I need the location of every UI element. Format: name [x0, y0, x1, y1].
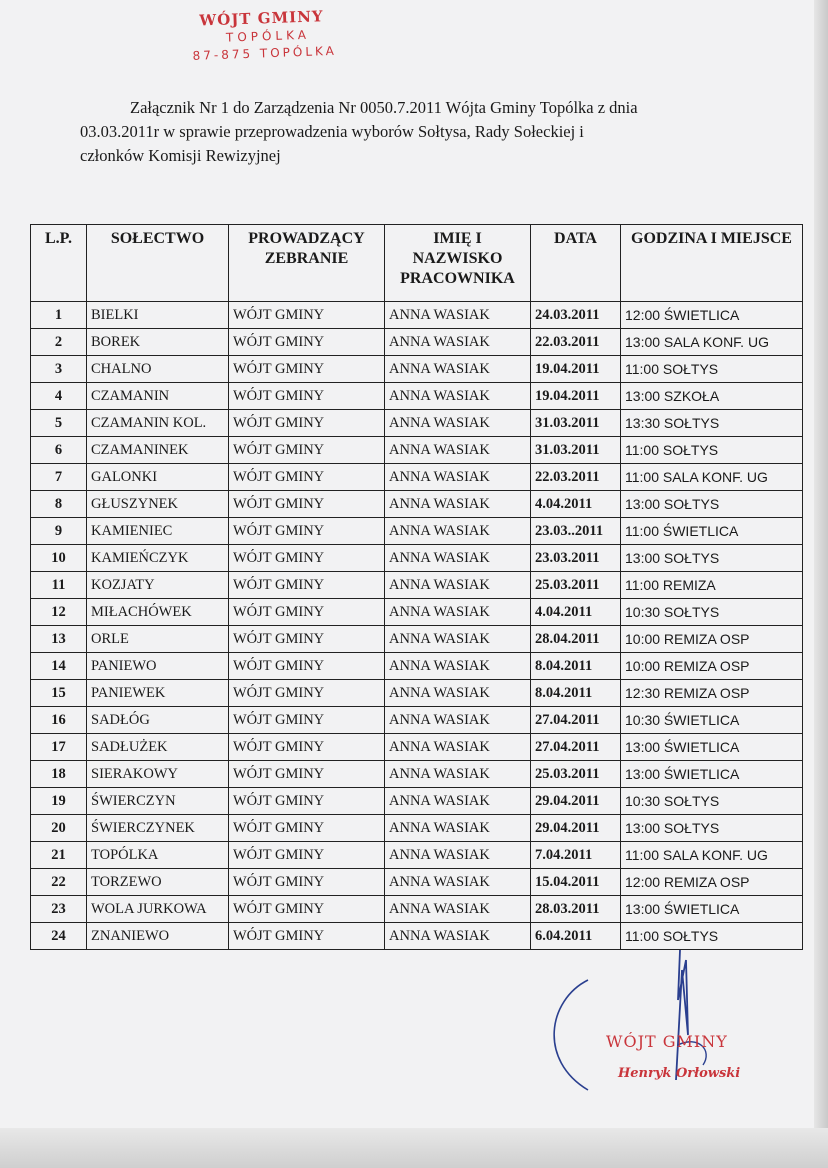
cell-miejsce: 10:00 REMIZA OSP [621, 653, 803, 680]
cell-pracownik: ANNA WASIAK [385, 464, 531, 491]
cell-pracownik: ANNA WASIAK [385, 842, 531, 869]
cell-pracownik: ANNA WASIAK [385, 680, 531, 707]
cell-data: 15.04.2011 [531, 869, 621, 896]
cell-pracownik: ANNA WASIAK [385, 788, 531, 815]
cell-pracownik: ANNA WASIAK [385, 707, 531, 734]
cell-prowadzacy: WÓJT GMINY [229, 896, 385, 923]
cell-lp: 20 [31, 815, 87, 842]
table-row [31, 491, 803, 518]
cell-pracownik: ANNA WASIAK [385, 734, 531, 761]
table-row [31, 356, 803, 383]
cell-prowadzacy: WÓJT GMINY [229, 329, 385, 356]
cell-prowadzacy: WÓJT GMINY [229, 383, 385, 410]
cell-solectwo: ŚWIERCZYNEK [87, 815, 229, 842]
cell-miejsce: 13:00 SOŁTYS [621, 491, 803, 518]
cell-solectwo: GALONKI [87, 464, 229, 491]
cell-data: 28.04.2011 [531, 626, 621, 653]
cell-data: 29.04.2011 [531, 815, 621, 842]
header-prowadzacy: PROWADZĄCY ZEBRANIE [229, 225, 385, 302]
cell-data: 23.03..2011 [531, 518, 621, 545]
cell-lp: 8 [31, 491, 87, 518]
table-row [31, 653, 803, 680]
cell-data: 22.03.2011 [531, 329, 621, 356]
cell-pracownik: ANNA WASIAK [385, 653, 531, 680]
cell-pracownik: ANNA WASIAK [385, 815, 531, 842]
cell-solectwo: CZAMANIN KOL. [87, 410, 229, 437]
cell-solectwo: CZAMANIN [87, 383, 229, 410]
cell-lp: 14 [31, 653, 87, 680]
cell-prowadzacy: WÓJT GMINY [229, 761, 385, 788]
table-row [31, 869, 803, 896]
cell-data: 25.03.2011 [531, 572, 621, 599]
cell-solectwo: KOZJATY [87, 572, 229, 599]
cell-solectwo: ZNANIEWO [87, 923, 229, 950]
signature-name: Henryk Orłowski [618, 1066, 741, 1081]
table-body [31, 302, 803, 950]
cell-lp: 5 [31, 410, 87, 437]
cell-lp: 18 [31, 761, 87, 788]
cell-pracownik: ANNA WASIAK [385, 410, 531, 437]
cell-prowadzacy: WÓJT GMINY [229, 815, 385, 842]
cell-data: 22.03.2011 [531, 464, 621, 491]
cell-prowadzacy: WÓJT GMINY [229, 545, 385, 572]
cell-miejsce: 13:00 SOŁTYS [621, 545, 803, 572]
cell-miejsce: 13:00 ŚWIETLICA [621, 761, 803, 788]
cell-solectwo: KAMIEŃCZYK [87, 545, 229, 572]
table-row [31, 626, 803, 653]
cell-data: 25.03.2011 [531, 761, 621, 788]
cell-solectwo: ŚWIERCZYN [87, 788, 229, 815]
stamp-line-office: WÓJT GMINY [199, 7, 324, 30]
cell-lp: 1 [31, 302, 87, 329]
intro-line-2: 03.03.2011r w sprawie przeprowadzenia wyborów Sołtysa, Rady Sołeckiej i [80, 122, 584, 141]
cell-prowadzacy: WÓJT GMINY [229, 302, 385, 329]
cell-pracownik: ANNA WASIAK [385, 329, 531, 356]
cell-miejsce: 13:00 ŚWIETLICA [621, 896, 803, 923]
cell-data: 8.04.2011 [531, 653, 621, 680]
cell-prowadzacy: WÓJT GMINY [229, 842, 385, 869]
cell-lp: 3 [31, 356, 87, 383]
table-row [31, 545, 803, 572]
cell-data: 7.04.2011 [531, 842, 621, 869]
cell-prowadzacy: WÓJT GMINY [229, 923, 385, 950]
table-row [31, 410, 803, 437]
cell-prowadzacy: WÓJT GMINY [229, 869, 385, 896]
cell-prowadzacy: WÓJT GMINY [229, 572, 385, 599]
cell-lp: 24 [31, 923, 87, 950]
table-row [31, 707, 803, 734]
header-pracownik: IMIĘ I NAZWISKO PRACOWNIKA [385, 225, 531, 302]
cell-lp: 15 [31, 680, 87, 707]
cell-solectwo: TOPÓLKA [87, 842, 229, 869]
cell-prowadzacy: WÓJT GMINY [229, 356, 385, 383]
cell-solectwo: ORLE [87, 626, 229, 653]
cell-lp: 13 [31, 626, 87, 653]
cell-lp: 4 [31, 383, 87, 410]
cell-solectwo: SADŁUŻEK [87, 734, 229, 761]
cell-lp: 22 [31, 869, 87, 896]
cell-solectwo: SIERAKOWY [87, 761, 229, 788]
cell-data: 19.04.2011 [531, 383, 621, 410]
cell-miejsce: 11:00 SOŁTYS [621, 923, 803, 950]
cell-prowadzacy: WÓJT GMINY [229, 788, 385, 815]
cell-lp: 6 [31, 437, 87, 464]
cell-miejsce: 13:00 SZKOŁA [621, 383, 803, 410]
cell-lp: 7 [31, 464, 87, 491]
cell-miejsce: 11:00 SOŁTYS [621, 437, 803, 464]
cell-prowadzacy: WÓJT GMINY [229, 734, 385, 761]
table-header-row [31, 225, 803, 302]
cell-prowadzacy: WÓJT GMINY [229, 626, 385, 653]
stamp-line-address: 87-875 TOPÓLKA [192, 43, 338, 63]
intro-line-1: Załącznik Nr 1 do Zarządzenia Nr 0050.7.2011 Wójta Gminy Topólka z dnia [130, 98, 638, 117]
header-lp: L.P. [31, 225, 87, 302]
cell-prowadzacy: WÓJT GMINY [229, 680, 385, 707]
cell-lp: 11 [31, 572, 87, 599]
cell-solectwo: CHALNO [87, 356, 229, 383]
cell-data: 8.04.2011 [531, 680, 621, 707]
cell-solectwo: BOREK [87, 329, 229, 356]
cell-pracownik: ANNA WASIAK [385, 491, 531, 518]
cell-miejsce: 11:00 ŚWIETLICA [621, 518, 803, 545]
document-intro [80, 96, 760, 168]
cell-miejsce: 13:00 ŚWIETLICA [621, 734, 803, 761]
cell-miejsce: 11:00 SALA KONF. UG [621, 842, 803, 869]
cell-miejsce: 10:00 REMIZA OSP [621, 626, 803, 653]
cell-solectwo: MIŁACHÓWEK [87, 599, 229, 626]
signature-title: WÓJT GMINY [606, 1032, 728, 1051]
cell-pracownik: ANNA WASIAK [385, 761, 531, 788]
cell-solectwo: GŁUSZYNEK [87, 491, 229, 518]
table-row [31, 842, 803, 869]
cell-miejsce: 10:30 SOŁTYS [621, 599, 803, 626]
table-row [31, 896, 803, 923]
cell-miejsce: 13:00 SOŁTYS [621, 815, 803, 842]
stamp-line-municipality: TOPÓLKA [225, 27, 311, 45]
cell-solectwo: CZAMANINEK [87, 437, 229, 464]
table-row [31, 383, 803, 410]
cell-data: 29.04.2011 [531, 788, 621, 815]
cell-solectwo: TORZEWO [87, 869, 229, 896]
table-row [31, 815, 803, 842]
cell-solectwo: PANIEWO [87, 653, 229, 680]
cell-data: 19.04.2011 [531, 356, 621, 383]
office-stamp [187, 3, 359, 71]
cell-pracownik: ANNA WASIAK [385, 518, 531, 545]
cell-data: 27.04.2011 [531, 734, 621, 761]
header-miejsce: GODZINA I MIEJSCE [621, 225, 803, 302]
cell-prowadzacy: WÓJT GMINY [229, 464, 385, 491]
cell-solectwo: WOLA JURKOWA [87, 896, 229, 923]
cell-lp: 9 [31, 518, 87, 545]
cell-lp: 16 [31, 707, 87, 734]
cell-solectwo: KAMIENIEC [87, 518, 229, 545]
header-data: DATA [531, 225, 621, 302]
cell-pracownik: ANNA WASIAK [385, 383, 531, 410]
table-row [31, 302, 803, 329]
cell-lp: 12 [31, 599, 87, 626]
cell-data: 31.03.2011 [531, 410, 621, 437]
cell-pracownik: ANNA WASIAK [385, 437, 531, 464]
cell-miejsce: 12:00 ŚWIETLICA [621, 302, 803, 329]
cell-prowadzacy: WÓJT GMINY [229, 410, 385, 437]
cell-solectwo: PANIEWEK [87, 680, 229, 707]
table-row [31, 518, 803, 545]
cell-miejsce: 11:00 SALA KONF. UG [621, 464, 803, 491]
cell-data: 28.03.2011 [531, 896, 621, 923]
table-row [31, 572, 803, 599]
cell-lp: 17 [31, 734, 87, 761]
cell-data: 31.03.2011 [531, 437, 621, 464]
cell-pracownik: ANNA WASIAK [385, 545, 531, 572]
header-solectwo: SOŁECTWO [87, 225, 229, 302]
intro-line-3: członków Komisji Rewizyjnej [80, 146, 281, 165]
table-row [31, 599, 803, 626]
cell-lp: 23 [31, 896, 87, 923]
scan-edge-bottom [0, 1128, 828, 1168]
table-row [31, 464, 803, 491]
cell-solectwo: BIELKI [87, 302, 229, 329]
cell-miejsce: 11:00 REMIZA [621, 572, 803, 599]
cell-data: 23.03.2011 [531, 545, 621, 572]
cell-miejsce: 13:30 SOŁTYS [621, 410, 803, 437]
cell-miejsce: 11:00 SOŁTYS [621, 356, 803, 383]
cell-prowadzacy: WÓJT GMINY [229, 437, 385, 464]
cell-lp: 21 [31, 842, 87, 869]
election-schedule-table [30, 224, 803, 950]
cell-data: 24.03.2011 [531, 302, 621, 329]
cell-lp: 19 [31, 788, 87, 815]
table-row [31, 761, 803, 788]
cell-miejsce: 10:30 ŚWIETLICA [621, 707, 803, 734]
cell-pracownik: ANNA WASIAK [385, 896, 531, 923]
cell-solectwo: SADŁÓG [87, 707, 229, 734]
cell-prowadzacy: WÓJT GMINY [229, 653, 385, 680]
table-row [31, 734, 803, 761]
scan-edge-right [814, 0, 828, 1168]
cell-pracownik: ANNA WASIAK [385, 923, 531, 950]
cell-data: 4.04.2011 [531, 599, 621, 626]
cell-pracownik: ANNA WASIAK [385, 626, 531, 653]
cell-data: 4.04.2011 [531, 491, 621, 518]
cell-miejsce: 12:00 REMIZA OSP [621, 869, 803, 896]
cell-miejsce: 12:30 REMIZA OSP [621, 680, 803, 707]
cell-pracownik: ANNA WASIAK [385, 572, 531, 599]
table-row [31, 680, 803, 707]
cell-prowadzacy: WÓJT GMINY [229, 707, 385, 734]
table-row [31, 788, 803, 815]
cell-lp: 2 [31, 329, 87, 356]
cell-pracownik: ANNA WASIAK [385, 356, 531, 383]
cell-pracownik: ANNA WASIAK [385, 599, 531, 626]
cell-prowadzacy: WÓJT GMINY [229, 518, 385, 545]
cell-data: 27.04.2011 [531, 707, 621, 734]
table-row [31, 329, 803, 356]
cell-miejsce: 13:00 SALA KONF. UG [621, 329, 803, 356]
cell-data: 6.04.2011 [531, 923, 621, 950]
cell-pracownik: ANNA WASIAK [385, 869, 531, 896]
table-row [31, 437, 803, 464]
cell-miejsce: 10:30 SOŁTYS [621, 788, 803, 815]
cell-prowadzacy: WÓJT GMINY [229, 491, 385, 518]
cell-lp: 10 [31, 545, 87, 572]
cell-pracownik: ANNA WASIAK [385, 302, 531, 329]
cell-prowadzacy: WÓJT GMINY [229, 599, 385, 626]
